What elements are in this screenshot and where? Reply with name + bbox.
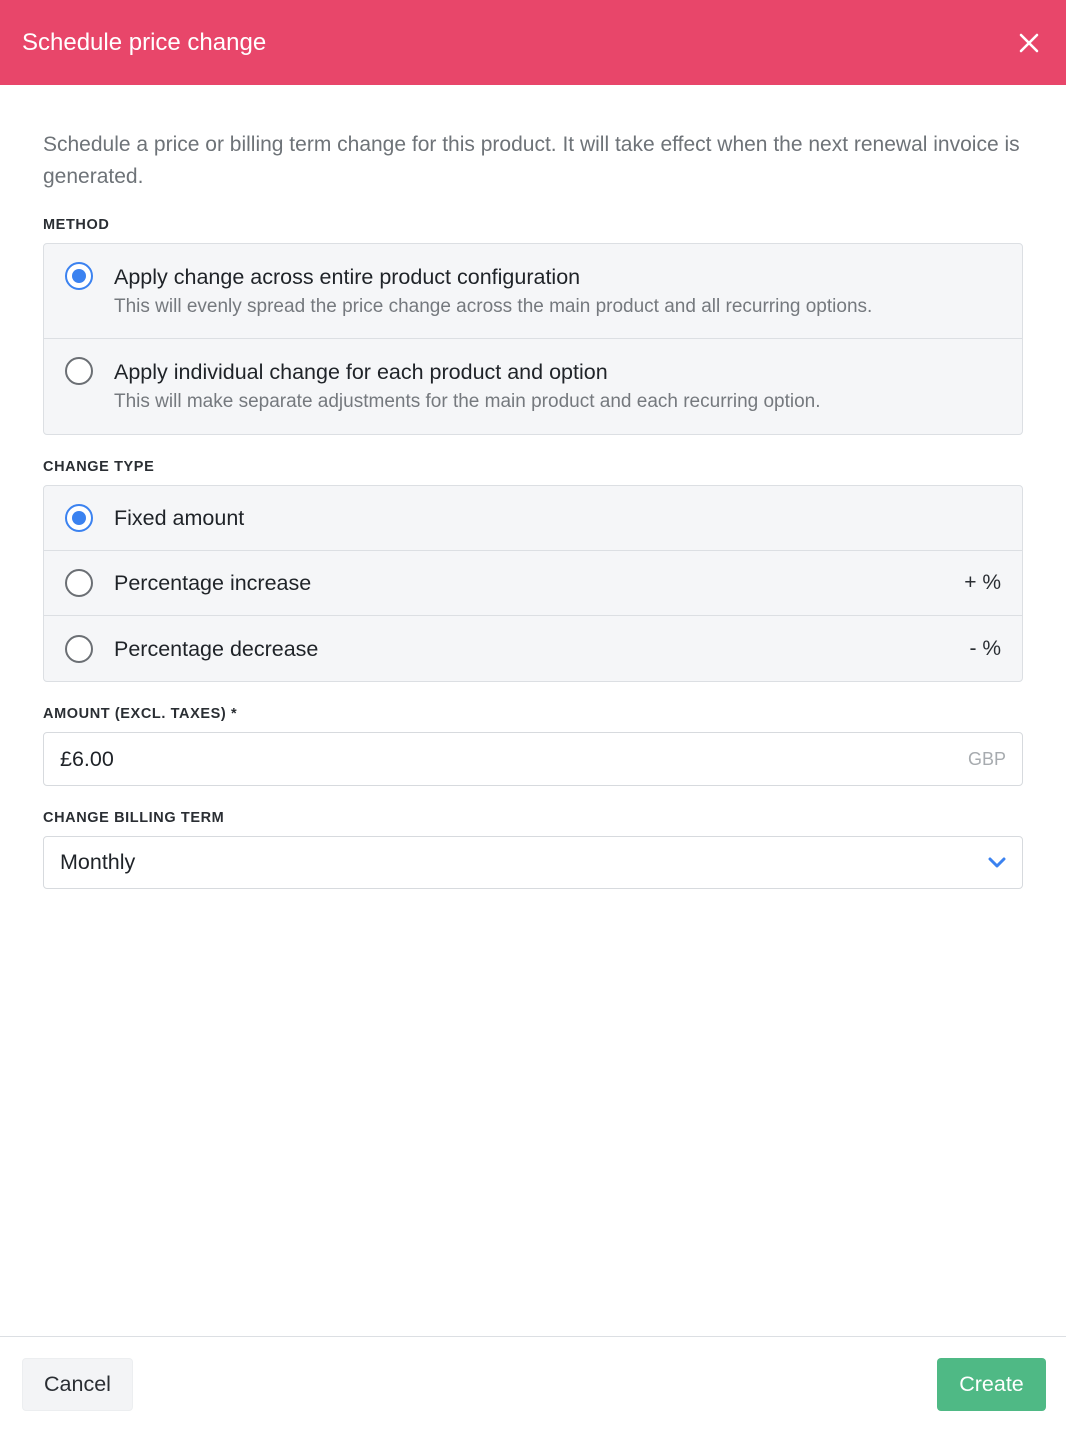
billing-term-label: CHANGE BILLING TERM — [43, 810, 225, 826]
option-title: Apply individual change for each product and option — [114, 360, 608, 384]
method-option-individual-change[interactable] — [44, 339, 1022, 434]
cancel-button[interactable]: Cancel — [22, 1358, 133, 1411]
change-type-percentage-increase[interactable] — [44, 551, 1022, 616]
option-description: This will make separate adjustments for the main product and each recurring option. — [114, 391, 821, 412]
radio-button[interactable] — [65, 635, 93, 663]
radio-button[interactable] — [65, 262, 93, 290]
radio-button[interactable] — [65, 357, 93, 385]
close-button[interactable] — [1014, 28, 1044, 58]
modal-body — [0, 85, 1066, 889]
amount-value: £6.00 — [60, 746, 114, 771]
billing-term-select[interactable] — [43, 836, 1023, 889]
option-title: Fixed amount — [114, 506, 245, 530]
option-description: This will evenly spread the price change across the main product and all recurring options. — [114, 296, 873, 317]
intro-text: Schedule a price or billing term change for this product. It will take effect when the next renewal invoice is generated. — [43, 133, 1020, 188]
change-type-percentage-decrease[interactable] — [44, 616, 1022, 681]
method-label: METHOD — [43, 217, 110, 233]
modal-header — [0, 0, 1066, 85]
option-title: Percentage decrease — [114, 636, 319, 661]
option-suffix: - % — [969, 636, 1001, 660]
change-type-label: CHANGE TYPE — [43, 459, 155, 475]
amount-input[interactable] — [43, 732, 1023, 786]
option-suffix: + % — [964, 571, 1001, 594]
radio-button[interactable] — [65, 504, 93, 532]
billing-term-value: Monthly — [60, 850, 136, 874]
amount-label: AMOUNT (EXCL. TAXES) * — [43, 706, 238, 722]
radio-button[interactable] — [65, 569, 93, 597]
create-button[interactable]: Create — [937, 1358, 1046, 1411]
option-title: Percentage increase — [114, 571, 312, 595]
currency-suffix: GBP — [967, 748, 1006, 769]
close-icon — [1019, 33, 1039, 53]
change-type-fixed-amount[interactable] — [44, 486, 1022, 551]
change-type-options — [43, 485, 1023, 682]
chevron-down-icon — [988, 857, 1006, 869]
method-options — [43, 243, 1023, 435]
modal-footer — [0, 1336, 1066, 1432]
method-option-entire-configuration[interactable] — [44, 244, 1022, 339]
option-title: Apply change across entire product configuration — [114, 265, 581, 289]
modal-title: Schedule price change — [22, 28, 267, 56]
